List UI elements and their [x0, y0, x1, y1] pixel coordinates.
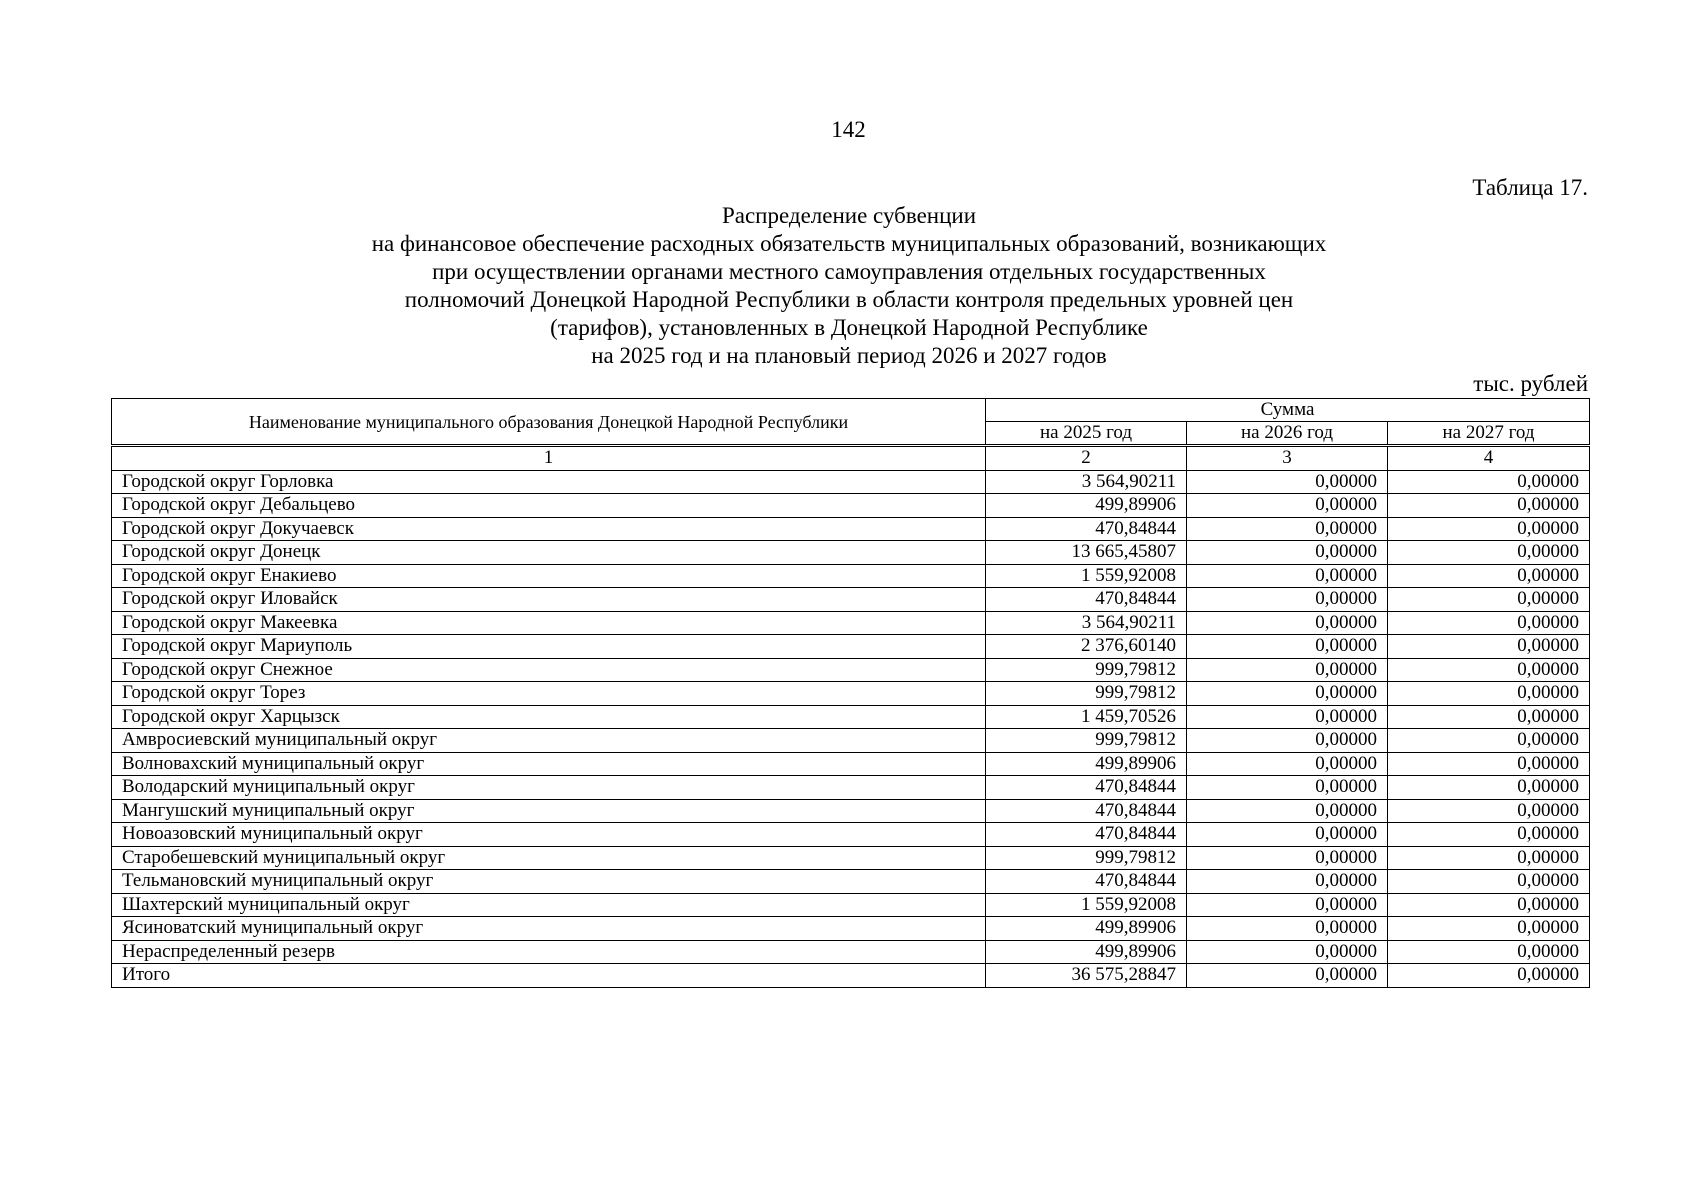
- amount-2025-cell: 499,89906: [986, 752, 1187, 776]
- units-label: тыс. рублей: [1473, 371, 1588, 396]
- municipality-name-cell: Городской округ Торез: [112, 682, 986, 706]
- municipality-name-cell: Володарский муниципальный округ: [112, 776, 986, 800]
- table-row: [112, 682, 1590, 706]
- amount-2026-cell: 0,00000: [1187, 635, 1388, 659]
- amount-2025-cell: 1 559,92008: [986, 893, 1187, 917]
- title-line: на 2025 год и на плановый период 2026 и 2027 годов: [591, 343, 1107, 368]
- subvention-table: [111, 398, 1590, 988]
- table-row: [112, 917, 1590, 941]
- table-row: [112, 870, 1590, 894]
- column-numbers-row: [112, 446, 1590, 471]
- amount-2027-cell: 0,00000: [1388, 494, 1590, 518]
- municipality-name-cell: Городской округ Дебальцево: [112, 494, 986, 518]
- municipality-name-cell: Городской округ Снежное: [112, 658, 986, 682]
- amount-2025-cell: 13 665,45807: [986, 541, 1187, 565]
- table-row: [112, 611, 1590, 635]
- municipality-name-cell: Новоазовский муниципальный округ: [112, 823, 986, 847]
- municipality-name-cell: Тельмановский муниципальный округ: [112, 870, 986, 894]
- amount-2026-cell: 0,00000: [1187, 964, 1388, 988]
- page-number-text: 142: [831, 117, 866, 142]
- title-line: (тарифов), установленных в Донецкой Народной Республике: [550, 315, 1148, 340]
- amount-2027-cell: 0,00000: [1388, 635, 1590, 659]
- amount-2026-cell: 0,00000: [1187, 917, 1388, 941]
- municipality-name-cell: Итого: [112, 964, 986, 988]
- amount-2026-cell: 0,00000: [1187, 564, 1388, 588]
- table-row: [112, 564, 1590, 588]
- municipality-name-cell: Нераспределенный резерв: [112, 940, 986, 964]
- table-row: [112, 635, 1590, 659]
- title-line: при осуществлении органами местного самоуправления отдельных государственных: [432, 259, 1266, 284]
- amount-2025-cell: 470,84844: [986, 588, 1187, 612]
- municipality-name-cell: Волновахский муниципальный округ: [112, 752, 986, 776]
- municipality-name-cell: Амвросиевский муниципальный округ: [112, 729, 986, 753]
- amount-2025-cell: 3 564,90211: [986, 611, 1187, 635]
- amount-2026-cell: 0,00000: [1187, 658, 1388, 682]
- amount-2026-cell: 0,00000: [1187, 588, 1388, 612]
- table-row: [112, 541, 1590, 565]
- municipality-name-cell: Городской округ Харцызск: [112, 705, 986, 729]
- amount-2025-cell: 999,79812: [986, 658, 1187, 682]
- municipality-name-cell: Мангушский муниципальный округ: [112, 799, 986, 823]
- amount-2025-cell: 499,89906: [986, 917, 1187, 941]
- amount-2027-cell: 0,00000: [1388, 870, 1590, 894]
- table-row: [112, 964, 1590, 988]
- header-year-2025: на 2025 год: [986, 422, 1187, 446]
- table-row: [112, 893, 1590, 917]
- amount-2025-cell: 1 459,70526: [986, 705, 1187, 729]
- amount-2025-cell: 499,89906: [986, 494, 1187, 518]
- table-row: [112, 470, 1590, 494]
- amount-2026-cell: 0,00000: [1187, 940, 1388, 964]
- amount-2025-cell: 470,84844: [986, 799, 1187, 823]
- municipality-name-cell: Городской округ Енакиево: [112, 564, 986, 588]
- header-municipality-name: Наименование муниципального образования Донецкой Народной Республики: [112, 399, 986, 446]
- header-year-2027: на 2027 год: [1388, 422, 1590, 446]
- table-row: [112, 494, 1590, 518]
- amount-2026-cell: 0,00000: [1187, 470, 1388, 494]
- amount-2027-cell: 0,00000: [1388, 470, 1590, 494]
- page-number: [0, 116, 1697, 144]
- table-row: [112, 776, 1590, 800]
- amount-2026-cell: 0,00000: [1187, 752, 1388, 776]
- title-line: полномочий Донецкой Народной Республики в области контроля предельных уровней цен: [404, 287, 1294, 312]
- column-number: 4: [1388, 446, 1590, 471]
- amount-2026-cell: 0,00000: [1187, 541, 1388, 565]
- column-number: 1: [112, 446, 986, 471]
- amount-2027-cell: 0,00000: [1388, 705, 1590, 729]
- amount-2025-cell: 999,79812: [986, 682, 1187, 706]
- amount-2027-cell: 0,00000: [1388, 823, 1590, 847]
- amount-2027-cell: 0,00000: [1388, 776, 1590, 800]
- amount-2026-cell: 0,00000: [1187, 517, 1388, 541]
- table-row: [112, 940, 1590, 964]
- municipality-name-cell: Шахтерский муниципальный округ: [112, 893, 986, 917]
- amount-2026-cell: 0,00000: [1187, 870, 1388, 894]
- amount-2026-cell: 0,00000: [1187, 611, 1388, 635]
- amount-2026-cell: 0,00000: [1187, 799, 1388, 823]
- municipality-name-cell: Старобешевский муниципальный округ: [112, 846, 986, 870]
- amount-2027-cell: 0,00000: [1388, 893, 1590, 917]
- amount-2027-cell: 0,00000: [1388, 541, 1590, 565]
- table-row: [112, 705, 1590, 729]
- column-number: 2: [986, 446, 1187, 471]
- amount-2025-cell: 1 559,92008: [986, 564, 1187, 588]
- document-title: [110, 202, 1588, 370]
- amount-2027-cell: 0,00000: [1388, 658, 1590, 682]
- municipality-name-cell: Городской округ Мариуполь: [112, 635, 986, 659]
- amount-2027-cell: 0,00000: [1388, 611, 1590, 635]
- table-row: [112, 846, 1590, 870]
- amount-2025-cell: 36 575,28847: [986, 964, 1187, 988]
- amount-2026-cell: 0,00000: [1187, 823, 1388, 847]
- amount-2026-cell: 0,00000: [1187, 893, 1388, 917]
- municipality-name-cell: Городской округ Докучаевск: [112, 517, 986, 541]
- amount-2027-cell: 0,00000: [1388, 729, 1590, 753]
- amount-2026-cell: 0,00000: [1187, 729, 1388, 753]
- amount-2026-cell: 0,00000: [1187, 494, 1388, 518]
- municipality-name-cell: Городской округ Донецк: [112, 541, 986, 565]
- header-year-2026: на 2026 год: [1187, 422, 1388, 446]
- amount-2025-cell: 999,79812: [986, 846, 1187, 870]
- table-row: [112, 588, 1590, 612]
- table-row: [112, 517, 1590, 541]
- header-sum: Сумма: [986, 399, 1590, 422]
- amount-2026-cell: 0,00000: [1187, 705, 1388, 729]
- amount-2027-cell: 0,00000: [1388, 588, 1590, 612]
- amount-2027-cell: 0,00000: [1388, 752, 1590, 776]
- table-row: [112, 752, 1590, 776]
- amount-2025-cell: 470,84844: [986, 823, 1187, 847]
- amount-2025-cell: 499,89906: [986, 940, 1187, 964]
- amount-2027-cell: 0,00000: [1388, 940, 1590, 964]
- amount-2025-cell: 470,84844: [986, 870, 1187, 894]
- amount-2026-cell: 0,00000: [1187, 776, 1388, 800]
- title-line: на финансовое обеспечение расходных обязательств муниципальных образований, возникающих: [371, 231, 1327, 256]
- title-line: Распределение субвенции: [721, 203, 977, 228]
- amount-2025-cell: 470,84844: [986, 776, 1187, 800]
- amount-2025-cell: 2 376,60140: [986, 635, 1187, 659]
- amount-2027-cell: 0,00000: [1388, 917, 1590, 941]
- table-row: [112, 799, 1590, 823]
- amount-2026-cell: 0,00000: [1187, 846, 1388, 870]
- amount-2027-cell: 0,00000: [1388, 964, 1590, 988]
- municipality-name-cell: Ясиноватский муниципальный округ: [112, 917, 986, 941]
- table-row: [112, 658, 1590, 682]
- municipality-name-cell: Городской округ Иловайск: [112, 588, 986, 612]
- amount-2025-cell: 470,84844: [986, 517, 1187, 541]
- table-label: Таблица 17.: [1472, 175, 1588, 200]
- amount-2027-cell: 0,00000: [1388, 799, 1590, 823]
- amount-2026-cell: 0,00000: [1187, 682, 1388, 706]
- amount-2027-cell: 0,00000: [1388, 564, 1590, 588]
- amount-2027-cell: 0,00000: [1388, 517, 1590, 541]
- municipality-name-cell: Городской округ Макеевка: [112, 611, 986, 635]
- column-number: 3: [1187, 446, 1388, 471]
- municipality-name-cell: Городской округ Горловка: [112, 470, 986, 494]
- table-row: [112, 823, 1590, 847]
- table-row: [112, 729, 1590, 753]
- amount-2027-cell: 0,00000: [1388, 682, 1590, 706]
- amount-2025-cell: 3 564,90211: [986, 470, 1187, 494]
- amount-2025-cell: 999,79812: [986, 729, 1187, 753]
- amount-2027-cell: 0,00000: [1388, 846, 1590, 870]
